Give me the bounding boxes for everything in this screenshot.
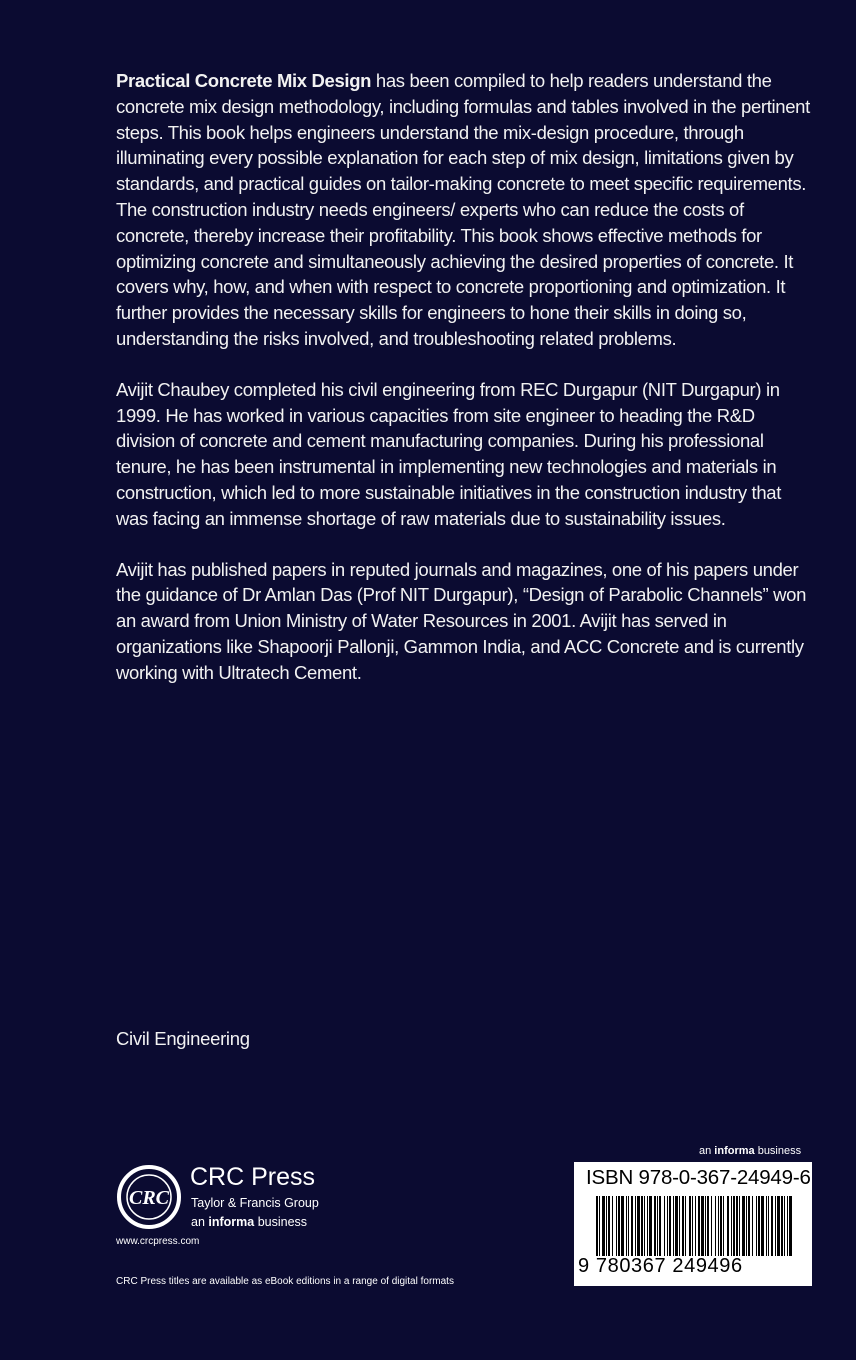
publisher-group: Taylor & Francis Group [191,1196,319,1210]
publisher-website[interactable]: www.crcpress.com [116,1236,200,1247]
crc-logo-text: CRC [128,1187,170,1209]
ebook-note: CRC Press titles are available as eBook editions in a range of digital formats [116,1276,454,1287]
isbn-number: ISBN 978-0-367-24949-6 [586,1166,811,1189]
blurb-paragraph-3: Avijit has published papers in reputed journals and magazines, one of his papers under the guidance of Dr Amlan Das (Prof NIT Durgapur), “Design of Parabolic Channels” won an award from Union Ministry of Water Resources in 2001. Avijit has served in organizations like Shapoorji Pallonji, Gammon India, and ACC Concrete and is currently working with Ultratech Cement. [116,558,807,683]
book-title: Practical Concrete Mix Design [116,70,372,91]
subject-category: Civil Engineering [116,1028,250,1049]
barcode-bars-icon [596,1196,792,1256]
crc-logo-icon [115,1163,183,1231]
barcode-digits: 9 780367 249496 [578,1255,743,1277]
description [116,68,816,711]
blurb-paragraph-1 [116,68,816,352]
blurb-paragraph-2: Avijit Chaubey completed his civil engineering from REC Durgapur (NIT Durgapur) in 1999. He has worked in various capacities from site engineer to heading the R&D division of concrete and cement manufacturing companies. During his professional tenure, he has been instrumental in implementing new technologies and materials in construction, which led to more sustainable initiatives in the construction industry that was facing an immense shortage of raw materials due to sustainability issues. [116,378,782,529]
informa-tagline: an informa business [191,1215,308,1229]
informa-tagline-top: an informa business [699,1145,802,1157]
publisher-name: CRC Press [190,1163,316,1191]
blurb-paragraph-1-text: has been compiled to help readers understand the concrete mix design methodology, including formulas and tables involved in the pertinent steps. This book helps engineers understand the mix-design procedure, through illuminating every possible explanation for each step of mix design, limitations given by standards, and practical guides on tailor-making concrete to meet specific requirements. The construction industry needs engineers/ experts who can reduce the costs of concrete, thereby increase their profitability. This book shows effective methods for optimizing concrete and simultaneously achieving the desired properties of concrete. It covers why, how, and when with respect to concrete proportioning and optimization. It further provides the necessary skills for engineers to hone their skills in doing so, understanding the risks involved, and troubleshooting related problems. [116,70,810,349]
isbn-barcode [574,1162,812,1286]
